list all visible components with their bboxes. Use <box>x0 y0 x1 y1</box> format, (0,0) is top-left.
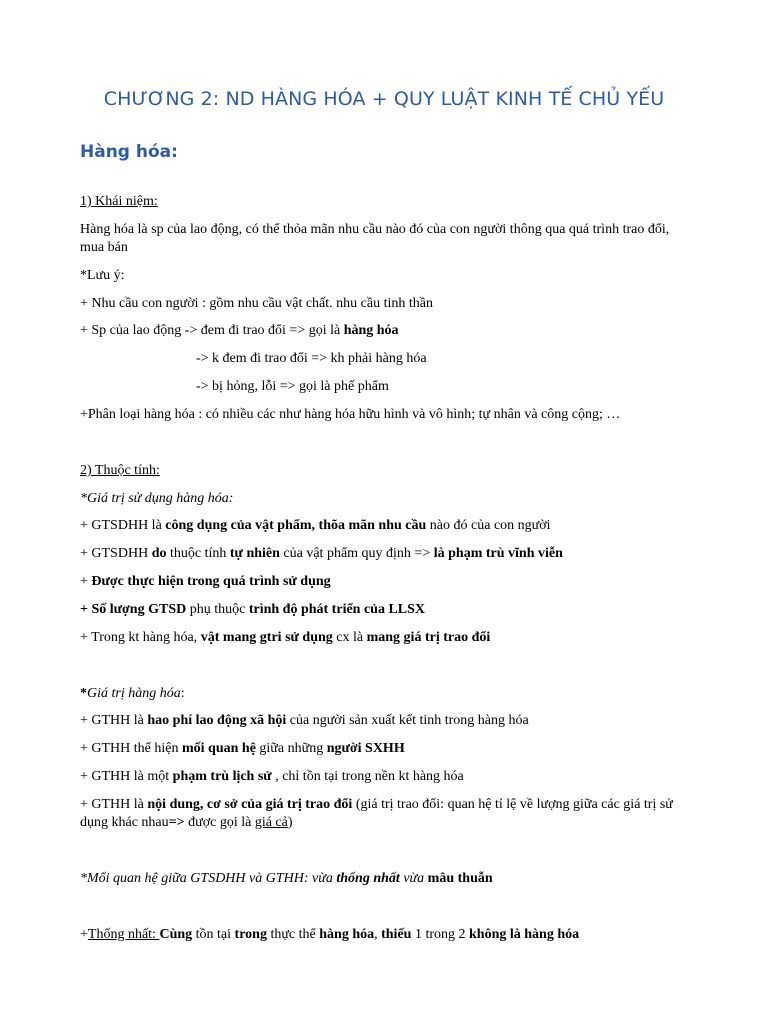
unity-line: +Thống nhất: Cùng tồn tại trong thực thể hàng hóa, thiếu 1 trong 2 không là hàng hóa <box>80 927 580 942</box>
value-line-1: + GTHH là hao phí lao động xã hội của người sản xuất kết tinh trong hàng hóa <box>80 713 529 728</box>
use-value-line-1: + GTSDHH là công dụng của vật phẩm, thõa mãn nhu cầu nào đó của con người <box>80 518 551 533</box>
classification-line: +Phân loại hàng hóa : có nhiều các như hàng hóa hữu hình và vô hình; tự nhân và công cộng; … <box>80 407 621 422</box>
value-line-4: + GTHH là nội dung, cơ sở của giá trị trao đổi (giá trị trao đổi: quan hệ tỉ lệ về lượng giữa các giá trị sử dụng khác nhau=> được gọi là giá cả) <box>80 797 673 830</box>
use-value-title: *Giá trị sử dụng hàng hóa: <box>80 491 234 506</box>
note-line-4: -> bị hỏng, lỗi => gọi là phế phẩm <box>196 379 389 394</box>
value-title: *Giá trị hàng hóa: <box>80 686 185 701</box>
value-line-3: + GTHH là một phạm trù lịch sử , chỉ tồn tại trong nền kt hàng hóa <box>80 769 464 784</box>
value-line-2: + GTHH thể hiện mối quan hệ giữa những người SXHH <box>80 741 405 756</box>
subsection-label-attributes: 2) Thuộc tính: <box>80 463 160 478</box>
note-line-1: + Nhu cầu con người : gồm nhu cầu vật chất. nhu cầu tinh thần <box>80 296 433 311</box>
note-line-3: -> k đem đi trao đổi => kh phải hàng hóa <box>196 351 427 366</box>
chapter-title: CHƯƠNG 2: ND HÀNG HÓA + QUY LUẬT KINH TẾ CHỦ YẾU <box>103 88 665 110</box>
use-value-line-3: + Được thực hiện trong quá trình sử dụng <box>80 574 331 589</box>
use-value-line-4: + Số lượng GTSD phụ thuộc trình độ phát triển của LLSX <box>80 602 426 617</box>
subsection-label-concept: 1) Khái niệm: <box>80 194 158 209</box>
relationship-line: *Mối quan hệ giữa GTSDHH và GTHH: vừa thống nhất vừa mâu thuẫn <box>80 871 493 886</box>
note-line-2: + Sp của lao động -> đem đi trao đổi => gọi là hàng hóa <box>80 323 399 338</box>
use-value-line-2: + GTSDHH do thuộc tính tự nhiên của vật phẩm quy định => là phạm trù vĩnh viễn <box>80 546 563 561</box>
definition-paragraph: Hàng hóa là sp của lao động, có thể thỏa mãn nhu cầu nào đó của con người thông qua quá trình trao đổi, mua bán <box>80 222 670 255</box>
note-label: *Lưu ý: <box>80 268 125 283</box>
use-value-line-5: + Trong kt hàng hóa, vật mang gtri sử dụng cx là mang giá trị trao đổi <box>80 630 491 645</box>
section-heading: Hàng hóa: <box>80 142 178 162</box>
